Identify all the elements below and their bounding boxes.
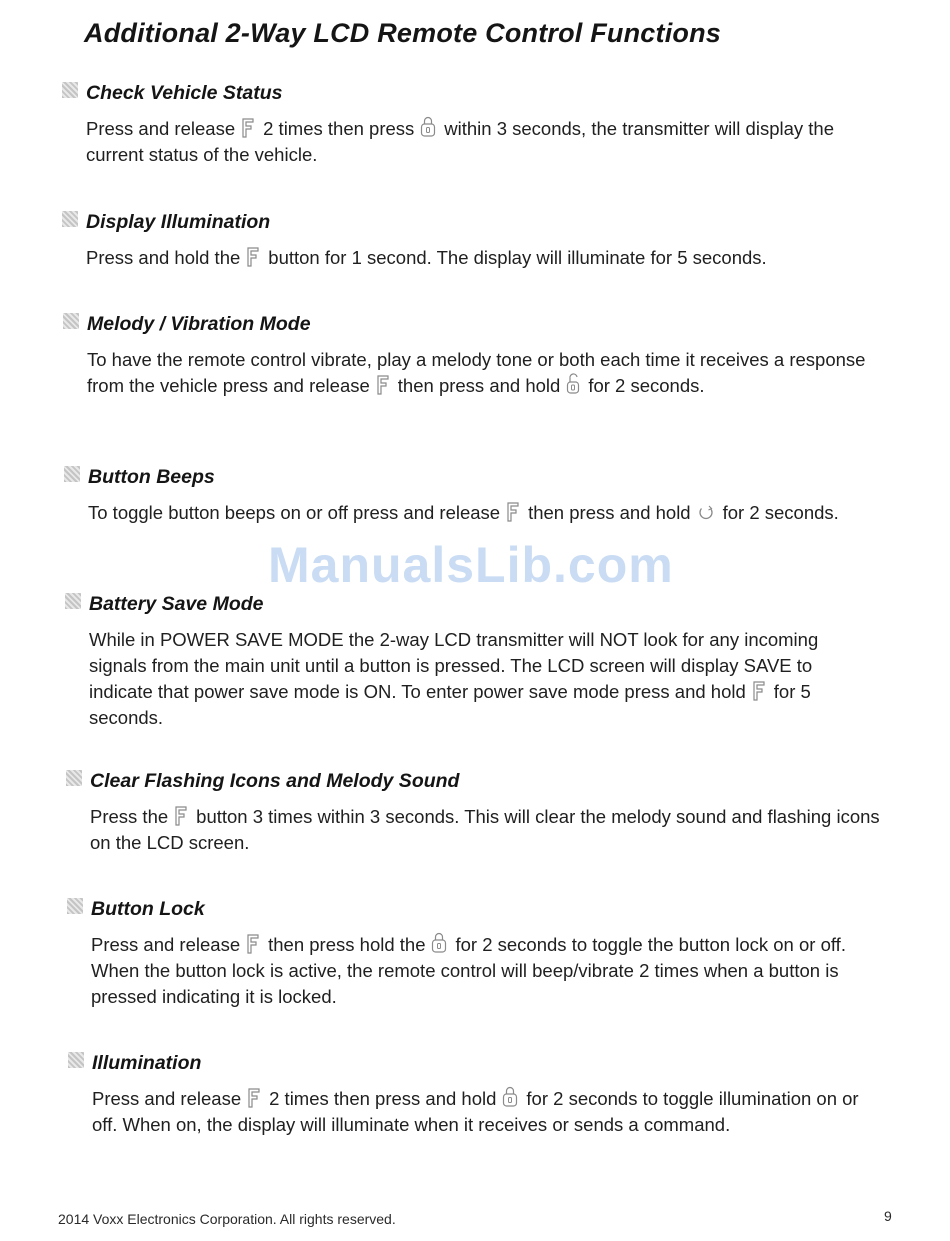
section-heading: Display Illumination — [86, 211, 271, 233]
section-body: Press and release then press hold the for 2 seconds to toggle the button lock on or off. When the button lock is active, the remote control will beep/vibrate 2 times when a button is pressed indicating it is locked. — [91, 934, 846, 1007]
section-bullet-icon — [64, 466, 80, 482]
section-heading: Check Vehicle Status — [86, 82, 283, 104]
f-button-icon — [246, 934, 260, 954]
f-button-icon — [174, 806, 188, 826]
section-heading: Button Beeps — [88, 466, 215, 488]
section-bullet-icon — [67, 898, 83, 914]
lock-button-icon — [502, 1086, 518, 1108]
section-body: While in POWER SAVE MODE the 2-way LCD transmitter will NOT look for any incoming signals from the main unit until a button is pressed. The LCD screen will display SAVE to indicate that power save mode is ON. To enter power save mode press and hold for 5 seconds. — [89, 629, 819, 728]
page-number: 9 — [884, 1208, 892, 1224]
section-button-beeps — [88, 466, 878, 526]
f-button-icon — [241, 118, 255, 138]
section-battery-save-mode — [89, 593, 879, 731]
section-heading: Battery Save Mode — [89, 593, 264, 615]
section-check-vehicle-status — [86, 82, 876, 168]
unlock-button-icon — [566, 373, 580, 395]
section-bullet-icon — [66, 770, 82, 786]
f-button-icon — [376, 375, 390, 395]
f-button-icon — [752, 681, 766, 701]
section-heading: Button Lock — [91, 898, 205, 920]
footer-copyright: 2014 Voxx Electronics Corporation. All rights reserved. — [58, 1211, 396, 1227]
section-bullet-icon — [62, 82, 78, 98]
f-button-icon — [247, 1088, 261, 1108]
section-body: Press and hold the button for 1 second. The display will illuminate for 5 seconds. — [86, 247, 767, 268]
section-bullet-icon — [68, 1052, 84, 1068]
section-bullet-icon — [63, 313, 79, 329]
section-button-lock — [91, 898, 881, 1010]
f-button-icon — [506, 502, 520, 522]
section-body: Press and release 2 times then press and hold for 2 seconds to toggle illumination on or off. When on, the display will illuminate when it receives or sends a command. — [92, 1088, 859, 1135]
section-melody-vibration-mode — [87, 313, 877, 399]
lock-button-icon — [431, 932, 447, 954]
section-body: Press the button 3 times within 3 seconds. This will clear the melody sound and flashing icons on the LCD screen. — [90, 806, 880, 853]
section-bullet-icon — [65, 593, 81, 609]
watermark: ManualsLib.com — [268, 537, 674, 593]
page-title: Additional 2-Way LCD Remote Control Functions — [84, 18, 722, 48]
section-heading: Melody / Vibration Mode — [87, 313, 311, 335]
section-body: Press and release 2 times then press within 3 seconds, the transmitter will display the current status of the vehicle. — [86, 118, 834, 165]
section-display-illumination — [86, 211, 876, 271]
section-body: To have the remote control vibrate, play a melody tone or both each time it receives a response from the vehicle press and release then press and hold for 2 seconds. — [87, 349, 866, 396]
section-body: To toggle button beeps on or off press and release then press and hold for 2 seconds. — [88, 502, 839, 523]
f-button-icon — [246, 247, 260, 267]
section-illumination — [92, 1052, 882, 1138]
section-heading: Illumination — [92, 1052, 202, 1074]
section-heading: Clear Flashing Icons and Melody Sound — [90, 770, 460, 792]
lock-button-icon — [420, 116, 436, 138]
section-clear-flashing-icons — [90, 770, 880, 856]
start-button-icon — [697, 504, 715, 522]
section-bullet-icon — [62, 211, 78, 227]
